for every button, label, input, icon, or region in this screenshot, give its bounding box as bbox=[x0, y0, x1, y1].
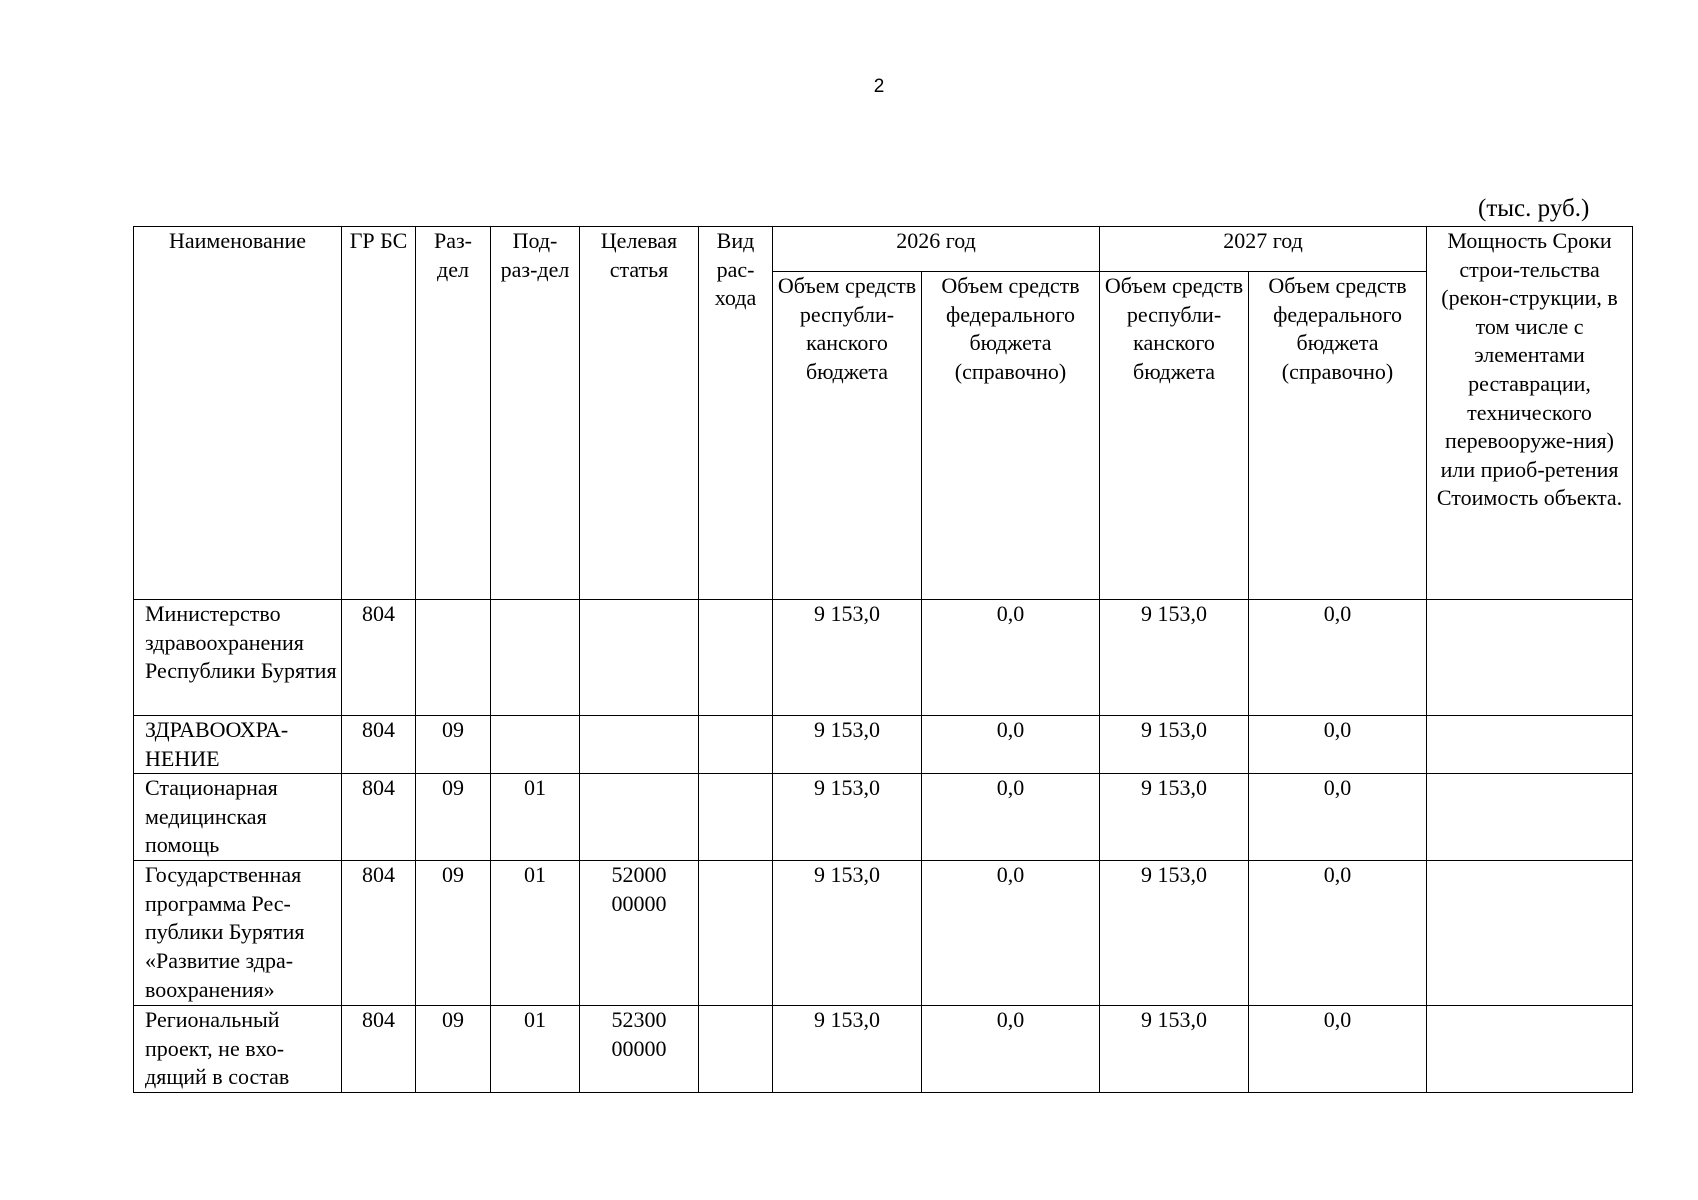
header-republic-2027: Объем средств республи-канского бюджета bbox=[1100, 272, 1249, 600]
cell-name: ЗДРАВООХРА-НЕНИЕ bbox=[134, 716, 342, 774]
cell-republic-2026: 9 153,0 bbox=[773, 861, 922, 1006]
cell-capacity bbox=[1427, 861, 1633, 1006]
cell-republic-2027: 9 153,0 bbox=[1100, 1006, 1249, 1093]
cell-razdel: 09 bbox=[416, 716, 491, 774]
cell-republic-2027: 9 153,0 bbox=[1100, 600, 1249, 716]
table-row bbox=[134, 716, 1633, 774]
cell-podrazdel: 01 bbox=[491, 861, 580, 1006]
cell-grbs: 804 bbox=[342, 716, 416, 774]
header-year-2027: 2027 год bbox=[1100, 227, 1427, 272]
cell-razdel: 09 bbox=[416, 1006, 491, 1093]
cell-target bbox=[580, 716, 699, 774]
cell-target: 52000 00000 bbox=[580, 861, 699, 1006]
cell-target: 52300 00000 bbox=[580, 1006, 699, 1093]
cell-target bbox=[580, 600, 699, 716]
header-republic-2026: Объем средств республи-канского бюджета bbox=[773, 272, 922, 600]
header-grbs: ГР БС bbox=[342, 227, 416, 600]
cell-podrazdel bbox=[491, 716, 580, 774]
header-federal-2026: Объем средств федерального бюджета (справочно) bbox=[922, 272, 1100, 600]
cell-name: Региональный проект, не вхо-дящий в состав bbox=[134, 1006, 342, 1093]
cell-name: Государственная программа Рес-публики Бурятия «Развитие здра-воохранения» bbox=[134, 861, 342, 1006]
cell-capacity bbox=[1427, 716, 1633, 774]
cell-republic-2027: 9 153,0 bbox=[1100, 861, 1249, 1006]
cell-name: Министерство здравоохранения Республики Бурятия bbox=[134, 600, 342, 716]
cell-vid bbox=[699, 774, 773, 861]
table-row bbox=[134, 861, 1633, 1006]
cell-republic-2026: 9 153,0 bbox=[773, 600, 922, 716]
header-target-article: Целевая статья bbox=[580, 227, 699, 600]
table-header bbox=[134, 227, 1633, 600]
cell-grbs: 804 bbox=[342, 1006, 416, 1093]
cell-republic-2027: 9 153,0 bbox=[1100, 716, 1249, 774]
cell-republic-2026: 9 153,0 bbox=[773, 1006, 922, 1093]
cell-razdel: 09 bbox=[416, 774, 491, 861]
table-body bbox=[134, 600, 1633, 1093]
cell-republic-2026: 9 153,0 bbox=[773, 774, 922, 861]
header-podrazdel: Под-раз-дел bbox=[491, 227, 580, 600]
cell-capacity bbox=[1427, 774, 1633, 861]
cell-federal-2027: 0,0 bbox=[1249, 600, 1427, 716]
cell-federal-2027: 0,0 bbox=[1249, 1006, 1427, 1093]
cell-target bbox=[580, 774, 699, 861]
units-label: (тыс. руб.) bbox=[1478, 195, 1590, 222]
cell-vid bbox=[699, 1006, 773, 1093]
cell-republic-2027: 9 153,0 bbox=[1100, 774, 1249, 861]
cell-vid bbox=[699, 716, 773, 774]
table-row bbox=[134, 600, 1633, 716]
cell-republic-2026: 9 153,0 bbox=[773, 716, 922, 774]
cell-capacity bbox=[1427, 600, 1633, 716]
cell-podrazdel: 01 bbox=[491, 774, 580, 861]
cell-grbs: 804 bbox=[342, 774, 416, 861]
cell-federal-2026: 0,0 bbox=[922, 1006, 1100, 1093]
cell-federal-2026: 0,0 bbox=[922, 716, 1100, 774]
cell-federal-2027: 0,0 bbox=[1249, 716, 1427, 774]
cell-grbs: 804 bbox=[342, 861, 416, 1006]
cell-podrazdel bbox=[491, 600, 580, 716]
table-row bbox=[134, 774, 1633, 861]
cell-grbs: 804 bbox=[342, 600, 416, 716]
cell-razdel bbox=[416, 600, 491, 716]
cell-razdel: 09 bbox=[416, 861, 491, 1006]
budget-table bbox=[133, 226, 1633, 1093]
cell-federal-2027: 0,0 bbox=[1249, 861, 1427, 1006]
cell-federal-2026: 0,0 bbox=[922, 600, 1100, 716]
cell-federal-2026: 0,0 bbox=[922, 774, 1100, 861]
cell-podrazdel: 01 bbox=[491, 1006, 580, 1093]
cell-name: Стационарная медицинская помощь bbox=[134, 774, 342, 861]
cell-federal-2026: 0,0 bbox=[922, 861, 1100, 1006]
cell-vid bbox=[699, 600, 773, 716]
cell-federal-2027: 0,0 bbox=[1249, 774, 1427, 861]
cell-capacity bbox=[1427, 1006, 1633, 1093]
header-capacity: Мощность Сроки строи-тельства (рекон-струкции, в том числе с элементами реставрации, технического перевооруже-ния) или приоб-ретения Стоимость объекта. bbox=[1427, 227, 1633, 600]
header-razdel: Раз-дел bbox=[416, 227, 491, 600]
header-year-2026: 2026 год bbox=[773, 227, 1100, 272]
table-row bbox=[134, 1006, 1633, 1093]
header-name: Наименование bbox=[134, 227, 342, 600]
header-expense-type: Вид рас-хода bbox=[699, 227, 773, 600]
header-federal-2027: Объем средств федерального бюджета (справочно) bbox=[1249, 272, 1427, 600]
page-number: 2 bbox=[873, 76, 885, 97]
cell-vid bbox=[699, 861, 773, 1006]
